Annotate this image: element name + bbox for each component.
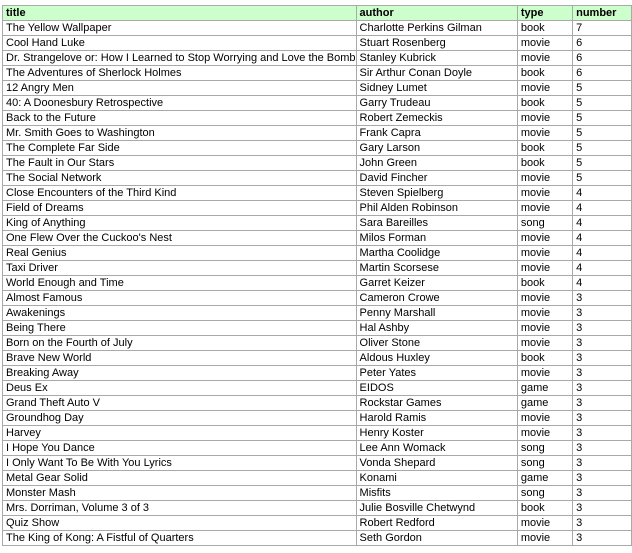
author-cell[interactable]: Julie Bosville Chetwynd: [356, 501, 517, 516]
number-cell[interactable]: 4: [573, 186, 632, 201]
author-cell[interactable]: Vonda Shepard: [356, 456, 517, 471]
number-cell[interactable]: 6: [573, 51, 632, 66]
author-cell[interactable]: EIDOS: [356, 381, 517, 396]
type-cell[interactable]: movie: [517, 321, 572, 336]
author-cell[interactable]: Oliver Stone: [356, 336, 517, 351]
number-cell[interactable]: 3: [573, 291, 632, 306]
number-cell[interactable]: 5: [573, 81, 632, 96]
type-cell[interactable]: book: [517, 21, 572, 36]
author-cell[interactable]: Steven Spielberg: [356, 186, 517, 201]
table-row: [3, 156, 632, 171]
author-cell[interactable]: Gary Larson: [356, 141, 517, 156]
table-row: [3, 381, 632, 396]
title-cell[interactable]: The Social Network: [3, 171, 357, 186]
type-cell[interactable]: movie: [517, 81, 572, 96]
table-row: [3, 21, 632, 36]
title-cell[interactable]: 40: A Doonesbury Retrospective: [3, 96, 357, 111]
author-cell[interactable]: Stuart Rosenberg: [356, 36, 517, 51]
author-cell[interactable]: Sara Bareilles: [356, 216, 517, 231]
number-cell[interactable]: 3: [573, 531, 632, 546]
table-row: [3, 486, 632, 501]
author-cell[interactable]: David Fincher: [356, 171, 517, 186]
table-row: [3, 126, 632, 141]
title-cell[interactable]: Dr. Strangelove or: How I Learned to Stop Worrying and Love the Bomb: [3, 51, 357, 66]
type-cell[interactable]: song: [517, 456, 572, 471]
author-cell[interactable]: Garret Keizer: [356, 276, 517, 291]
title-cell[interactable]: Back to the Future: [3, 111, 357, 126]
number-cell[interactable]: 3: [573, 381, 632, 396]
type-cell[interactable]: movie: [517, 246, 572, 261]
table-row: [3, 306, 632, 321]
number-cell[interactable]: 3: [573, 306, 632, 321]
title-cell[interactable]: Born on the Fourth of July: [3, 336, 357, 351]
number-cell[interactable]: 4: [573, 216, 632, 231]
type-cell[interactable]: movie: [517, 111, 572, 126]
title-cell[interactable]: Brave New World: [3, 351, 357, 366]
number-cell[interactable]: 5: [573, 126, 632, 141]
number-cell[interactable]: 4: [573, 276, 632, 291]
number-cell[interactable]: 3: [573, 336, 632, 351]
number-cell[interactable]: 3: [573, 471, 632, 486]
type-cell[interactable]: book: [517, 96, 572, 111]
number-cell[interactable]: 3: [573, 426, 632, 441]
type-cell[interactable]: movie: [517, 201, 572, 216]
table-row: [3, 111, 632, 126]
type-cell[interactable]: movie: [517, 411, 572, 426]
type-cell[interactable]: movie: [517, 516, 572, 531]
table-row: [3, 531, 632, 546]
author-cell[interactable]: Charlotte Perkins Gilman: [356, 21, 517, 36]
number-cell[interactable]: 5: [573, 171, 632, 186]
table-row: [3, 246, 632, 261]
title-cell[interactable]: Close Encounters of the Third Kind: [3, 186, 357, 201]
table-row: [3, 501, 632, 516]
title-cell[interactable]: Field of Dreams: [3, 201, 357, 216]
author-cell[interactable]: Henry Koster: [356, 426, 517, 441]
author-cell[interactable]: Phil Alden Robinson: [356, 201, 517, 216]
table-row: [3, 426, 632, 441]
number-cell[interactable]: 5: [573, 111, 632, 126]
author-cell[interactable]: Misfits: [356, 486, 517, 501]
number-cell[interactable]: 4: [573, 261, 632, 276]
title-cell[interactable]: The Complete Far Side: [3, 141, 357, 156]
number-cell[interactable]: 3: [573, 351, 632, 366]
number-cell[interactable]: 3: [573, 516, 632, 531]
author-cell[interactable]: Milos Forman: [356, 231, 517, 246]
title-cell[interactable]: The Fault in Our Stars: [3, 156, 357, 171]
table-row: [3, 366, 632, 381]
author-cell[interactable]: Sidney Lumet: [356, 81, 517, 96]
table-row: [3, 141, 632, 156]
table-row: [3, 186, 632, 201]
title-cell[interactable]: Groundhog Day: [3, 411, 357, 426]
title-cell[interactable]: The King of Kong: A Fistful of Quarters: [3, 531, 357, 546]
title-cell[interactable]: 12 Angry Men: [3, 81, 357, 96]
title-cell[interactable]: Real Genius: [3, 246, 357, 261]
author-cell[interactable]: Harold Ramis: [356, 411, 517, 426]
number-cell[interactable]: 3: [573, 501, 632, 516]
author-cell[interactable]: Cameron Crowe: [356, 291, 517, 306]
number-cell[interactable]: 3: [573, 441, 632, 456]
type-cell[interactable]: movie: [517, 36, 572, 51]
title-cell[interactable]: Cool Hand Luke: [3, 36, 357, 51]
author-cell[interactable]: Martha Coolidge: [356, 246, 517, 261]
type-cell[interactable]: game: [517, 471, 572, 486]
type-cell[interactable]: game: [517, 396, 572, 411]
type-cell[interactable]: song: [517, 441, 572, 456]
title-cell[interactable]: Deus Ex: [3, 381, 357, 396]
author-cell[interactable]: Garry Trudeau: [356, 96, 517, 111]
type-cell[interactable]: game: [517, 381, 572, 396]
table-row: [3, 276, 632, 291]
table-row: [3, 171, 632, 186]
table-row: [3, 216, 632, 231]
title-cell[interactable]: Mr. Smith Goes to Washington: [3, 126, 357, 141]
type-cell[interactable]: movie: [517, 171, 572, 186]
number-cell[interactable]: 5: [573, 141, 632, 156]
author-cell[interactable]: Sir Arthur Conan Doyle: [356, 66, 517, 81]
title-cell[interactable]: Quiz Show: [3, 516, 357, 531]
type-cell[interactable]: book: [517, 141, 572, 156]
type-cell[interactable]: movie: [517, 231, 572, 246]
table-row: [3, 261, 632, 276]
type-cell[interactable]: movie: [517, 366, 572, 381]
title-cell[interactable]: World Enough and Time: [3, 276, 357, 291]
title-cell[interactable]: Being There: [3, 321, 357, 336]
number-cell[interactable]: 3: [573, 396, 632, 411]
author-cell[interactable]: Peter Yates: [356, 366, 517, 381]
author-cell[interactable]: Aldous Huxley: [356, 351, 517, 366]
type-cell[interactable]: movie: [517, 51, 572, 66]
type-cell[interactable]: book: [517, 351, 572, 366]
table-row: [3, 456, 632, 471]
title-cell[interactable]: Monster Mash: [3, 486, 357, 501]
header-cell-author[interactable]: author: [356, 6, 517, 21]
number-cell[interactable]: 3: [573, 486, 632, 501]
author-cell[interactable]: Robert Zemeckis: [356, 111, 517, 126]
author-cell[interactable]: Rockstar Games: [356, 396, 517, 411]
author-cell[interactable]: Frank Capra: [356, 126, 517, 141]
type-cell[interactable]: movie: [517, 306, 572, 321]
title-cell[interactable]: Breaking Away: [3, 366, 357, 381]
author-cell[interactable]: Hal Ashby: [356, 321, 517, 336]
table-row: [3, 396, 632, 411]
number-cell[interactable]: 4: [573, 201, 632, 216]
number-cell[interactable]: 3: [573, 321, 632, 336]
author-cell[interactable]: Robert Redford: [356, 516, 517, 531]
title-cell[interactable]: Awakenings: [3, 306, 357, 321]
table-row: [3, 96, 632, 111]
header-cell-type[interactable]: type: [517, 6, 572, 21]
title-cell[interactable]: Grand Theft Auto V: [3, 396, 357, 411]
title-cell[interactable]: The Yellow Wallpaper: [3, 21, 357, 36]
type-cell[interactable]: song: [517, 486, 572, 501]
title-cell[interactable]: Mrs. Dorriman, Volume 3 of 3: [3, 501, 357, 516]
type-cell[interactable]: movie: [517, 261, 572, 276]
table-row: [3, 441, 632, 456]
header-row: [3, 6, 632, 21]
table-row: [3, 231, 632, 246]
author-cell[interactable]: Seth Gordon: [356, 531, 517, 546]
title-cell[interactable]: Taxi Driver: [3, 261, 357, 276]
header-cell-title[interactable]: title: [3, 6, 357, 21]
type-cell[interactable]: book: [517, 66, 572, 81]
table-row: [3, 66, 632, 81]
title-cell[interactable]: Metal Gear Solid: [3, 471, 357, 486]
author-cell[interactable]: John Green: [356, 156, 517, 171]
type-cell[interactable]: movie: [517, 186, 572, 201]
number-cell[interactable]: 7: [573, 21, 632, 36]
number-cell[interactable]: 3: [573, 411, 632, 426]
number-cell[interactable]: 4: [573, 246, 632, 261]
number-cell[interactable]: 6: [573, 66, 632, 81]
number-cell[interactable]: 3: [573, 456, 632, 471]
title-cell[interactable]: I Hope You Dance: [3, 441, 357, 456]
title-cell[interactable]: King of Anything: [3, 216, 357, 231]
author-cell[interactable]: Penny Marshall: [356, 306, 517, 321]
spreadsheet-table: [2, 5, 632, 546]
author-cell[interactable]: Stanley Kubrick: [356, 51, 517, 66]
header-cell-number[interactable]: number: [573, 6, 632, 21]
type-cell[interactable]: song: [517, 216, 572, 231]
table-row: [3, 336, 632, 351]
type-cell[interactable]: book: [517, 501, 572, 516]
title-cell[interactable]: Almost Famous: [3, 291, 357, 306]
table-row: [3, 36, 632, 51]
type-cell[interactable]: book: [517, 156, 572, 171]
title-cell[interactable]: I Only Want To Be With You Lyrics: [3, 456, 357, 471]
table-row: [3, 516, 632, 531]
number-cell[interactable]: 4: [573, 231, 632, 246]
type-cell[interactable]: movie: [517, 531, 572, 546]
author-cell[interactable]: Konami: [356, 471, 517, 486]
title-cell[interactable]: Harvey: [3, 426, 357, 441]
type-cell[interactable]: movie: [517, 426, 572, 441]
number-cell[interactable]: 3: [573, 366, 632, 381]
number-cell[interactable]: 5: [573, 96, 632, 111]
number-cell[interactable]: 5: [573, 156, 632, 171]
number-cell[interactable]: 6: [573, 36, 632, 51]
table-row: [3, 321, 632, 336]
type-cell[interactable]: book: [517, 276, 572, 291]
table-row: [3, 51, 632, 66]
table-row: [3, 471, 632, 486]
type-cell[interactable]: movie: [517, 126, 572, 141]
table-row: [3, 411, 632, 426]
author-cell[interactable]: Martin Scorsese: [356, 261, 517, 276]
title-cell[interactable]: The Adventures of Sherlock Holmes: [3, 66, 357, 81]
type-cell[interactable]: movie: [517, 291, 572, 306]
table-row: [3, 351, 632, 366]
title-cell[interactable]: One Flew Over the Cuckoo's Nest: [3, 231, 357, 246]
type-cell[interactable]: movie: [517, 336, 572, 351]
table-row: [3, 81, 632, 96]
table-row: [3, 201, 632, 216]
table-row: [3, 291, 632, 306]
author-cell[interactable]: Lee Ann Womack: [356, 441, 517, 456]
